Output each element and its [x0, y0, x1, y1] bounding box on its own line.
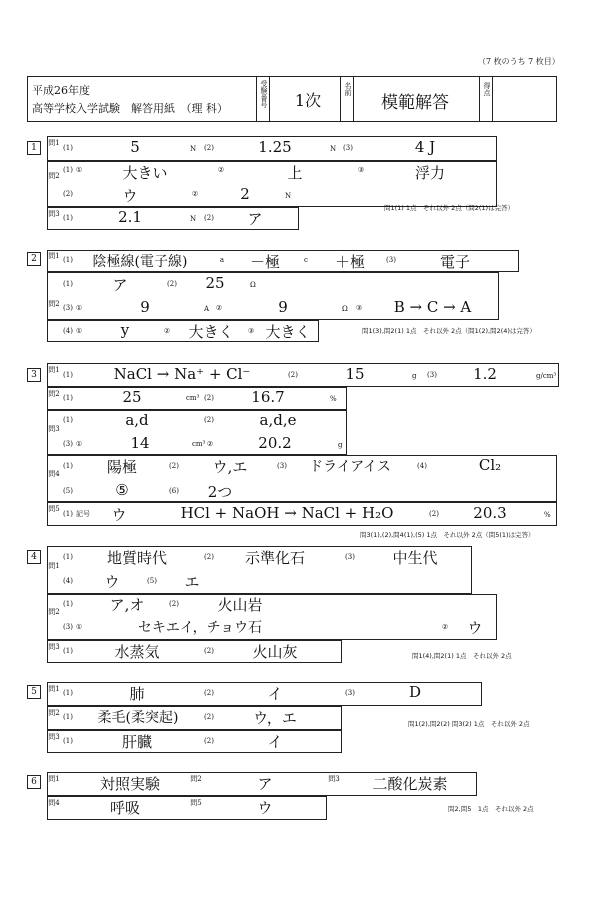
s3-q1-label: 問1: [48, 366, 60, 374]
s3-q4-6-answer: 2つ: [207, 483, 233, 501]
s2-q1-label: 問1: [48, 252, 60, 260]
s2-scoring-note: 問1(3),問2(1) 1点 それ以外 2点（問1(2),問2(4)は完答）: [362, 327, 536, 335]
s5-q3-2-label: (2): [204, 737, 214, 745]
s4-q1-5-label: (5): [147, 577, 157, 585]
s3-q3-3a-answer: 14: [130, 434, 150, 452]
s4-q3-1-answer: 水蒸気: [114, 643, 160, 661]
s5-q3-2-answer: イ: [267, 733, 283, 751]
s3-q2-1-unit: cm³: [186, 394, 200, 402]
s4-q2-1-answer: ア,オ: [109, 596, 145, 614]
s5-q2-1-label: (1): [63, 713, 73, 721]
s2-q2-4b-label: ②: [163, 327, 171, 335]
s2-q1-1-answer: 陰極線(電子線): [92, 254, 188, 270]
s4-q3-label: 問3: [48, 643, 60, 651]
s1-q2-2b-label: ②: [191, 190, 199, 198]
exam-no-label: 受験番号: [260, 80, 268, 108]
s4-q1-1-answer: 地質時代: [106, 549, 167, 567]
s5-q2-2-label: (2): [204, 713, 214, 721]
s2-q1-c-label: c: [304, 256, 308, 264]
s3-q3-3-label: (3): [63, 440, 73, 448]
s6-q4-label: 問4: [48, 799, 60, 807]
s5-q1-3-answer: D: [408, 683, 422, 701]
s2-q1-3-answer: 電子: [439, 253, 470, 271]
s6-q5-label: 問5: [190, 799, 202, 807]
s1-q2-1a-answer: 大きい: [122, 164, 168, 182]
s5-q1-2-answer: イ: [267, 685, 283, 703]
s5-q1-label: 問1: [48, 685, 60, 693]
s3-q3-1-answer: a,d: [125, 411, 149, 429]
s4-q2-3-label: (3): [63, 623, 73, 631]
s5-q1-1-label: (1): [63, 689, 73, 697]
s2-q2-4b-answer: 大きく: [188, 323, 234, 341]
s3-q4-3-answer: ドライアイス: [309, 459, 391, 475]
s3-q4-2-label: (2): [169, 462, 179, 470]
s3-q1-3-answer: 1.2: [473, 365, 497, 383]
s6-q3-answer: 二酸化炭素: [372, 775, 448, 793]
s2-q2-2-unit: Ω: [250, 281, 256, 289]
s6-q1-answer: 対照実験: [99, 775, 160, 793]
s1-q1-2-label: (2): [204, 144, 214, 152]
s1-q3-2-answer: ア: [247, 210, 263, 228]
s2-q2-3b-label: ②: [215, 304, 223, 312]
s3-q3-3a-label: ①: [75, 440, 83, 448]
s2-q2-2-label: (2): [167, 280, 177, 288]
s2-q2-1-answer: ア: [112, 276, 128, 294]
s1-q1-3-answer: 4 J: [414, 138, 436, 156]
s1-q3-2-label: (2): [204, 214, 214, 222]
s4-q2-3a-answer: セキエイ，チョウ石: [137, 620, 263, 636]
s2-q1-c-answer: ＋極: [334, 253, 365, 271]
s1-q1-2-answer: 1.25: [258, 138, 292, 156]
s3-q4-1-answer: 陽極: [106, 458, 137, 476]
s2-q2-3a-answer: 9: [140, 298, 150, 316]
s4-q1-3-label: (3): [345, 553, 355, 561]
s6-q2-label: 問2: [190, 775, 202, 783]
s3-q3-3b-label: ②: [206, 440, 214, 448]
section-5-number: 5: [27, 685, 41, 699]
s2-q2-label: 問2: [48, 300, 60, 308]
s3-q5-2-unit: %: [544, 511, 551, 519]
section-2-number: 2: [27, 252, 41, 266]
exam-no-field: 1次: [294, 91, 322, 110]
s2-q2-3-label: (3): [63, 304, 73, 312]
s1-q2-1-label: (1): [63, 166, 73, 174]
s4-scoring-note: 問1(4),問2(1) 1点 それ以外 2点: [412, 652, 512, 660]
s1-q2-2-label: (2): [63, 190, 73, 198]
s1-q1-label: 問1: [48, 139, 60, 147]
s2-q2-3c-answer: B → C → A: [393, 298, 472, 316]
s3-q4-4-label: (4): [417, 462, 427, 470]
s1-q2-label: 問2: [48, 172, 60, 180]
s2-q2-4c-answer: 大きく: [265, 323, 311, 341]
s5-q1-1-answer: 肺: [129, 685, 145, 703]
s3-q2-label: 問2: [48, 390, 60, 398]
s3-q1-1-label: (1): [63, 371, 73, 379]
s1-q2-2a-answer: ウ: [122, 187, 138, 205]
s4-q1-5-answer: エ: [184, 573, 200, 591]
s1-q3-1-unit: N: [190, 215, 197, 223]
s4-q1-4-answer: ウ: [104, 573, 120, 591]
s4-q1-2-label: (2): [204, 553, 214, 561]
s3-q3-2-answer: a,d,e: [259, 411, 297, 429]
s3-scoring-note: 問3(1),(2),問4(1),(5) 1点 それ以外 2点（問5(1)は完答）: [360, 531, 535, 539]
s4-q3-2-answer: 火山灰: [252, 643, 298, 661]
s3-q5-symbol-label: 記号: [76, 510, 90, 518]
s4-q1-label: 問1: [48, 562, 60, 570]
s4-q2-1-label: (1): [63, 600, 73, 608]
s4-q2-3b-label: ②: [441, 623, 449, 631]
s5-q3-label: 問3: [48, 733, 60, 741]
name-field: 模範解答: [381, 93, 449, 113]
s1-q2-1c-label: ③: [357, 166, 365, 174]
s1-q2-2-unit: N: [285, 192, 292, 200]
s3-q4-3-label: (3): [277, 462, 287, 470]
s1-q2-1b-label: ②: [217, 166, 225, 174]
s2-q2-3b-unit: Ω: [342, 305, 348, 313]
s5-q1-2-label: (2): [204, 689, 214, 697]
s2-q2-1-label: (1): [63, 280, 73, 288]
s4-q2-2-label: (2): [169, 600, 179, 608]
s4-q1-1-label: (1): [63, 553, 73, 561]
s4-q3-2-label: (2): [204, 647, 214, 655]
s2-q1-a-answer: －極: [249, 253, 280, 271]
s5-q1-3-label: (3): [345, 689, 355, 697]
s1-q3-1-label: (1): [63, 214, 73, 222]
s2-q2-4a-label: ①: [75, 327, 83, 335]
s3-q2-1-label: (1): [63, 394, 73, 402]
s2-q2-4a-answer: y: [120, 321, 130, 339]
s2-q2-3c-label: ③: [355, 304, 363, 312]
s1-q3-1-answer: 2.1: [118, 208, 142, 226]
s3-q4-label: 問4: [48, 470, 60, 478]
s3-q4-5-answer: ⑤: [115, 481, 129, 499]
s5-q2-2-answer: ウ，エ: [253, 709, 297, 727]
page-counter: （7 枚のうち 7 枚目）: [478, 57, 560, 66]
s1-q3-label: 問3: [48, 210, 60, 218]
s3-q5-label: 問5: [48, 505, 60, 513]
s2-q1-a-label: a: [219, 256, 225, 264]
s3-q2-1-answer: 25: [122, 388, 142, 406]
s3-q1-2-unit: g: [412, 372, 417, 380]
s6-q3-label: 問3: [328, 775, 340, 783]
s2-q2-3b-answer: 9: [278, 298, 288, 316]
s4-q2-3a-label: ①: [75, 623, 83, 631]
name-label: 名前: [344, 82, 352, 96]
s3-q3-1-label: (1): [63, 416, 73, 424]
s3-q5-1-label: (1): [63, 510, 73, 518]
s3-q4-4-answer: Cl₂: [478, 456, 502, 474]
s2-q1-3-label: (3): [386, 256, 396, 264]
s6-q5-answer: ウ: [257, 799, 273, 817]
s2-q2-4c-label: ③: [247, 327, 255, 335]
s4-q1-3-answer: 中生代: [392, 549, 438, 567]
s3-q4-6-label: (6): [169, 487, 179, 495]
s6-q1-label: 問1: [48, 775, 60, 783]
s1-q2-1a-label: ①: [75, 166, 83, 174]
s2-q2-3a-label: ①: [75, 304, 83, 312]
s3-q3-3a-unit: cm³: [192, 440, 206, 448]
s3-q3-label: 問3: [48, 425, 60, 433]
s1-q2-2b-answer: 2: [240, 185, 250, 203]
s5-q3-1-label: (1): [63, 737, 73, 745]
s6-q2-answer: ア: [257, 775, 273, 793]
s4-q1-2-answer: 示準化石: [244, 549, 305, 567]
s3-q4-1-label: (1): [63, 462, 73, 470]
s3-q1-2-label: (2): [288, 371, 298, 379]
s3-q5-2-answer: 20.3: [473, 504, 507, 522]
s1-q1-3-label: (3): [343, 144, 353, 152]
header-year: 平成26年度: [32, 84, 90, 97]
s3-q4-2-answer: ウ,エ: [212, 458, 248, 476]
s3-q2-2-label: (2): [204, 394, 214, 402]
s3-q3-3b-answer: 20.2: [258, 434, 292, 452]
s1-scoring-note: 問1(1) 1点 それ以外 2点（問2(1)は完答）: [384, 204, 515, 212]
s3-q5-equation: HCl + NaOH → NaCl + H₂O: [180, 504, 394, 522]
s4-q3-1-label: (1): [63, 647, 73, 655]
score-label: 得点: [483, 82, 491, 96]
s3-q1-3-unit: g/cm³: [536, 372, 557, 380]
s4-q2-3b-answer: ウ: [467, 619, 483, 637]
s2-q2-2-answer: 25: [205, 274, 225, 292]
section-3-number: 3: [27, 368, 41, 382]
s1-q1-1-label: (1): [63, 144, 73, 152]
s3-q1-1-answer: NaCl → Na⁺ + Cl⁻: [113, 365, 251, 383]
s3-q2-2-unit: %: [330, 395, 337, 403]
s2-q2-4-label: (4): [63, 327, 73, 335]
s1-q1-2-unit: N: [330, 145, 337, 153]
header-title: 高等学校入学試験 解答用紙 （理 科）: [32, 102, 228, 115]
s3-q3-2-label: (2): [204, 416, 214, 424]
s5-q2-1-answer: 柔毛(柔突起): [97, 710, 179, 726]
section-6-number: 6: [27, 775, 41, 789]
s4-q2-label: 問2: [48, 608, 60, 616]
s3-q4-5-label: (5): [63, 487, 73, 495]
s6-q4-answer: 呼吸: [109, 799, 140, 817]
s4-q2-2-answer: 火山岩: [217, 596, 263, 614]
s1-q2-1c-answer: 浮力: [414, 164, 445, 182]
s3-q5-symbol-answer: ウ: [111, 506, 127, 524]
s5-scoring-note: 問1(2),問2(2) 問3(2) 1点 それ以外 2点: [408, 720, 530, 728]
s3-q1-3-label: (3): [427, 371, 437, 379]
s5-q3-1-answer: 肝臓: [121, 733, 152, 751]
s3-q2-2-answer: 16.7: [251, 388, 285, 406]
section-4-number: 4: [27, 550, 41, 564]
s3-q3-3b-unit: g: [338, 441, 343, 449]
s6-scoring-note: 問2,問5 1点 それ以外 2点: [448, 805, 534, 813]
s2-q2-3a-unit: A: [204, 305, 210, 313]
s1-q1-1-unit: N: [190, 145, 197, 153]
s2-q1-1-label: (1): [63, 256, 73, 264]
s1-q1-1-answer: 5: [130, 138, 140, 156]
s5-q2-label: 問2: [48, 709, 60, 717]
section-1-number: 1: [27, 141, 41, 155]
s3-q1-2-answer: 15: [345, 365, 365, 383]
s4-q1-4-label: (4): [63, 577, 73, 585]
s1-q2-1b-answer: 上: [287, 164, 303, 182]
s3-q5-2-label: (2): [429, 510, 439, 518]
